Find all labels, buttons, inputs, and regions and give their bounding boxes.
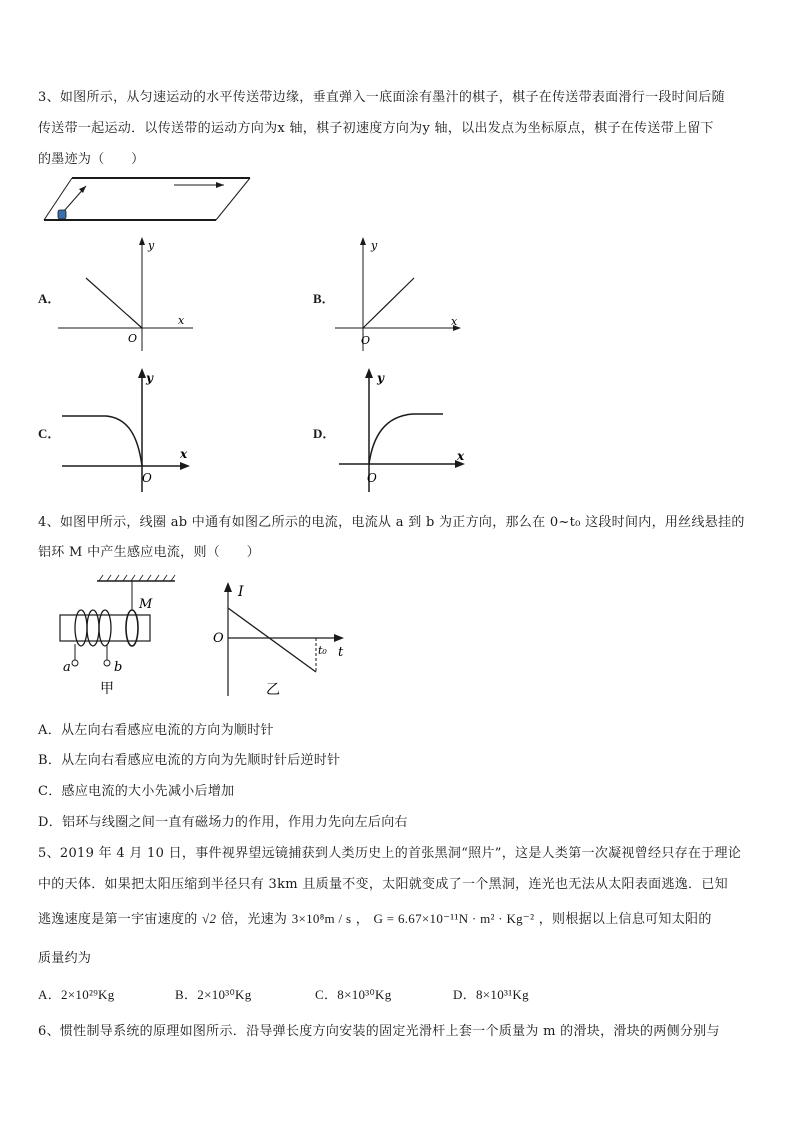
- q3-option-d-graph[interactable]: [333, 366, 473, 494]
- q5-stem-line-1: 5、2019 年 4 月 10 日，事件视界望远镜捕获到人类历史上的首张黑洞“照片”，这是人类第一次凝视曾经只存在于理论: [38, 846, 742, 861]
- q5-line3-part-c: ，则根据以上信息可知太阳的: [538, 912, 712, 927]
- q3-stem-line-1: 3、如图所示，从匀速运动的水平传送带边缘，垂直弹入一底面涂有墨汁的棋子，棋子在传送带表面滑行一段时间后随: [38, 90, 725, 105]
- q3d-origin-label: O: [367, 471, 377, 485]
- q5-line3-part-a: 逃逸速度是第一宇宙速度的: [38, 912, 198, 927]
- axis-o-label: O: [213, 631, 224, 646]
- q3-option-c-graph[interactable]: [58, 366, 198, 494]
- ring-m-label: M: [139, 597, 153, 612]
- q3-option-c-label[interactable]: C．: [38, 426, 61, 441]
- q3b-x-label: x: [451, 315, 458, 328]
- q3-option-b-label[interactable]: B．: [313, 291, 335, 306]
- q4-option-a[interactable]: A．从左向右看感应电流的方向为顺时针: [38, 723, 274, 738]
- q3d-x-label: x: [457, 449, 465, 463]
- q3c-x-label: x: [180, 447, 188, 461]
- terminal-b-label: b: [114, 660, 123, 675]
- figure-jia-caption: 甲: [100, 681, 114, 697]
- terminal-a-label: a: [63, 660, 71, 675]
- q5-option-b[interactable]: B．2×10³⁰Kg: [175, 987, 252, 1002]
- q3a-x-label: x: [178, 314, 185, 327]
- q5-option-a[interactable]: A．2×10²⁹Kg: [38, 987, 115, 1002]
- q3d-y-label: y: [377, 371, 384, 385]
- figure-yi-caption: 乙: [266, 682, 280, 698]
- q3b-origin-label: O: [361, 334, 371, 347]
- q3c-y-label: y: [146, 371, 153, 385]
- q5-option-d[interactable]: D．8×10³¹Kg: [453, 987, 529, 1002]
- q5-stem-line-3: 逃逸速度是第一宇宙速度的 √2 倍，光速为 3×10⁸m / s ， G = 6.67×10⁻¹¹N · m² · Kg⁻² ，则根据以上信息可知太阳的: [38, 911, 712, 927]
- q3-stem-line-2: 传送带一起运动．以传送带的运动方向为x 轴，棋子初速度方向为y 轴，以出发点为坐标原点，棋子在传送带上留下: [38, 121, 714, 136]
- q4-option-b[interactable]: B．从左向右看感应电流的方向为先顺时针后逆时针: [38, 753, 341, 768]
- q5-stem-line-2: 中的天体．如果把太阳压缩到半径只有 3km 且质量不变，太阳就变成了一个黑洞，连光也无法从太阳表面逃逸．已知: [38, 877, 728, 892]
- q3a-origin-label: O: [128, 332, 138, 345]
- q4-stem-line-2: 铝环 M 中产生感应电流，则（ ）: [38, 545, 260, 560]
- q4-figure-jia-coil: [55, 572, 185, 698]
- q5-stem-line-4: 质量约为: [38, 951, 92, 966]
- q4-option-c[interactable]: C．感应电流的大小先减小后增加: [38, 784, 235, 799]
- q3-option-a-label[interactable]: A．: [38, 291, 61, 306]
- q4-stem-line-1: 4、如图甲所示，线圈 ab 中通有如图乙所示的电流，电流从 a 到 b 为正方向，那么在 0~t₀ 这段时间内，用丝线悬挂的: [38, 515, 745, 530]
- sqrt2-value: √2: [202, 911, 217, 926]
- q3b-y-label: y: [371, 239, 378, 252]
- q3-option-b-graph[interactable]: [333, 235, 473, 353]
- t0-label: t₀: [318, 644, 327, 657]
- conveyor-belt-figure: [38, 170, 258, 230]
- q4-option-d[interactable]: D．铝环与线圈之间一直有磁场力的作用，作用力先向左后向右: [38, 815, 408, 830]
- q3c-origin-label: O: [142, 471, 152, 485]
- q3-stem-line-3: 的墨迹为（ ）: [38, 152, 145, 167]
- gravitational-constant-value: G = 6.67×10⁻¹¹N · m² · Kg⁻²: [373, 911, 535, 926]
- q3-option-d-label[interactable]: D．: [313, 426, 336, 441]
- axis-i-label: I: [238, 584, 244, 600]
- q5-line3-part-b: 倍，光速为: [220, 912, 288, 927]
- speed-of-light-value: 3×10⁸m / s: [291, 911, 352, 926]
- q5-option-c[interactable]: C．8×10³⁰Kg: [315, 987, 392, 1002]
- q3a-y-label: y: [148, 239, 155, 252]
- axis-t-label: t: [338, 645, 344, 660]
- q3-option-a-graph[interactable]: [58, 235, 208, 353]
- q6-stem-line-1: 6、惯性制导系统的原理如图所示．沿导弹长度方向安装的固定光滑杆上套一个质量为 m 的滑块，滑块的两侧分别与: [38, 1024, 720, 1039]
- q4-figure-yi-current-graph: [210, 578, 360, 700]
